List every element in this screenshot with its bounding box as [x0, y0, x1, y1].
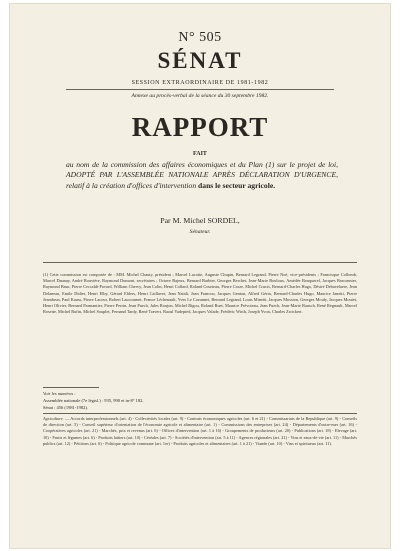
subject-emphasis: dans le secteur agricole.	[198, 180, 276, 190]
divider-top	[66, 89, 334, 90]
keywords-body: — Accords interprofessionnels (art. 4) - Collectivités locales (art. 9) - Contrats économiques agricoles (art. 6 et 21) - Commissariats de la Republique (art. 9) - Conseils de direction (art. 5) - Conseil supérieur d'orientation de l'économie agricole et alimentaire (art. 1) - Commissions des entreprises (art. 24) - Départements d'outre-mer (art. 16) - Coopératives agricoles (art. 21) - Marchés, prix et revenus (art. 6) - Offices d'intervention (art. 1 à 16) - Groupements de producteurs (art. 20) - Publications (art. 18) - Elevage (art. 10) - Fruits et légumes (art. 6) - Produits laitiers (art. 10) - Céréales (art. 7) - Sociétés d'intervention (art. 5 à 11) - Agences régionales (art. 21) - Vins et eaux-de-vie (art. 11) - Marchés publics (art. 12) - Pétitions (art. 6) - Politique agricole commune (art. 1er) - Produits agricoles et alimentaires (art. 1 à 21) - Viande (art. 10) - Vins et spiritueux (art. 11).	[43, 416, 357, 446]
divider-votes	[43, 387, 99, 388]
divider-members	[43, 262, 357, 263]
author-line: Par M. Michel SORDEL,	[160, 216, 240, 225]
divider-keywords	[43, 413, 357, 414]
session-line: SESSION EXTRAORDINAIRE DE 1981-1982	[131, 80, 269, 86]
keywords-label: Agriculture.	[43, 416, 64, 421]
annexe-line: Annexe au procès-verbal de la séance du 30 septembre 1982.	[131, 93, 269, 99]
votes-title: Voir les numéros :	[43, 391, 76, 396]
commission-members: (1) Cette commission est composée de : MM. Michel Chauty, président ; Marcel Lucotte, Auguste Chupin, Bernard Legrand, Pierre Noé, vice-présidents ; Francisque Collomb, Marcel Daunay, André Rouvière, Raymond Dumont, secrétaires ; Octave Bajeux, Bernard Barbier, Georges Berchet, Jean-Marie Bouloux, Amédée Bouquerel, Jacques Braconnier, Raymond Brun, Pierre Ceccaldi-Pavard, William Chervy, Jean Colin, Henri Collard, Roland Courteau, Pierre Croze, Michel Crucis, Bernard-Charles Hugo, Désiré Debavelaere, Jean Delaneau, Emile Didier, Henri Elby, Gérard Ehlers, Henri Caillavet, Jean Natali, Jean Francou, Jacques Genton, Alfred Gérin, Bernard-Charles Hugo, Maurice Janetti, Pierre Jeambrun, Paul Kauss, Pierre Lacour, Robert Laucournet, France Léchenault, Yves Le Cozannet, Bernard Legrand, Louis Minetti, Jacques Mossion, Georges Mouly, Jacques Moutet, Henri Olivier, Bernard Parmantier, Pierre Perrin, Jean Puech, Jules Roujon, Michel Rigou, Roland Ruet, Maurice Prévoteau, Jean Puech, Jean-Marie Rausch, René Regnault, Marcel Rosette, Michel Rufin, Michel Souplet, Fernand Tardy, René Travert, Raoul Vadepied, Jacques Valade, Frédéric Wirth, Joseph Yvon, Charles Zwickert.	[43, 272, 357, 315]
report-subject	[66, 160, 338, 191]
votes-senat: Sénat : 456 (1981-1982).	[43, 405, 88, 410]
subject-intro: au nom de la commission des affaires économiques et du Plan (1) sur le projet de loi, ADOPTÉ PAR L'ASSEMBLÉE NATIONALE APRÈS DÉCLARATION D'URGENCE, relatif à la création d'offices d'intervention	[66, 160, 338, 190]
document-page	[10, 4, 390, 548]
author-role: Sénateur.	[189, 229, 211, 235]
votes-assemblee: Assemblée nationale (7e législ.) : 935, 990 et in-8° 182.	[43, 398, 144, 403]
institution-name: SÉNAT	[157, 48, 243, 73]
fait-label: FAIT	[193, 151, 207, 157]
keywords-block	[43, 416, 357, 447]
report-title: RAPPORT	[131, 112, 269, 142]
document-number: N° 505	[178, 30, 222, 45]
